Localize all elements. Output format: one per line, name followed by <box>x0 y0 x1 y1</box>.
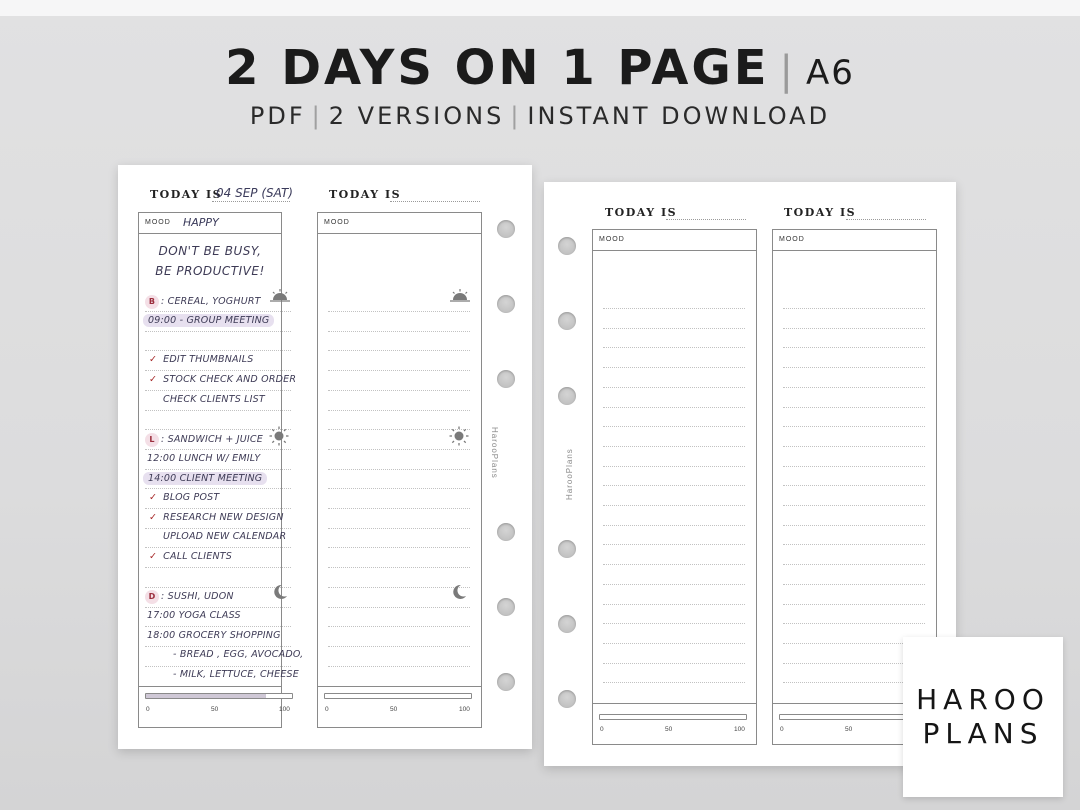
ruled-line <box>328 528 470 529</box>
ruled-line <box>783 604 925 605</box>
ruled-line <box>145 449 291 450</box>
ruled-line <box>783 544 925 545</box>
ruled-line <box>783 485 925 486</box>
sunrise-icon <box>269 289 291 303</box>
ruled-line <box>603 446 745 447</box>
ruled-line <box>145 469 291 470</box>
list-item <box>149 374 296 385</box>
ruled-line <box>328 410 470 411</box>
planner-sheet-blank <box>544 182 956 766</box>
column-footer-line <box>593 703 756 704</box>
ruled-line <box>783 407 925 408</box>
ruled-line <box>783 564 925 565</box>
list-item <box>143 315 274 326</box>
logo-line-2: PLANS <box>922 717 1044 750</box>
quote-line-2: BE PRODUCTIVE! <box>155 264 265 278</box>
binder-hole <box>497 220 515 238</box>
ruled-line <box>603 564 745 565</box>
progress-bar <box>599 714 747 720</box>
binder-hole <box>558 312 576 330</box>
list-item <box>145 295 261 309</box>
ruled-line <box>328 370 470 371</box>
ruled-line <box>328 311 470 312</box>
ruled-line <box>328 607 470 608</box>
column-footer-line <box>318 686 481 687</box>
ruled-line <box>783 308 925 309</box>
progress-bar <box>145 693 293 699</box>
mood-label: MOOD <box>324 219 350 226</box>
side-brand-text: HarooPlans <box>490 427 499 479</box>
meal-tag: B <box>145 295 159 309</box>
ruled-line <box>328 567 470 568</box>
ruled-line <box>603 485 745 486</box>
page-title: 2 DAYS ON 1 PAGE | A6 <box>225 40 855 96</box>
binder-hole <box>497 673 515 691</box>
sun-icon <box>269 426 289 446</box>
day-column-2 <box>317 212 482 728</box>
binder-hole <box>558 690 576 708</box>
list-item <box>147 630 281 641</box>
list-item <box>163 531 286 542</box>
quote <box>139 241 281 281</box>
page-subtitle: PDF | 2 VERSIONS | INSTANT DOWNLOAD <box>249 102 831 130</box>
ruled-line <box>328 350 470 351</box>
today-label-day2: TODAY IS <box>784 206 857 219</box>
binder-hole <box>558 387 576 405</box>
mood-row <box>773 230 936 251</box>
ruled-line <box>603 584 745 585</box>
binder-hole <box>558 615 576 633</box>
day-column-1 <box>138 212 304 728</box>
ruled-line <box>145 567 291 568</box>
ruled-line <box>783 525 925 526</box>
ruled-line <box>603 525 745 526</box>
ruled-line <box>145 587 291 588</box>
entry-text: BLOG POST <box>163 492 220 503</box>
mood-value: HAPPY <box>183 216 219 229</box>
ruled-line <box>328 626 470 627</box>
scale-100: 100 <box>279 706 290 713</box>
ruled-line <box>328 488 470 489</box>
list-item <box>149 551 232 562</box>
ruled-line <box>145 646 291 647</box>
ruled-line <box>328 390 470 391</box>
ruled-line <box>145 311 291 312</box>
list-item <box>173 649 303 660</box>
binder-hole <box>558 540 576 558</box>
entry-text: 09:00 - GROUP MEETING <box>143 314 274 327</box>
list-item <box>147 610 241 621</box>
ruled-line <box>145 508 291 509</box>
scale-50: 50 <box>845 726 853 733</box>
scale-50: 50 <box>211 706 219 713</box>
entry-text: - BREAD , EGG, AVOCADO, <box>173 649 304 660</box>
entry-text: EDIT THUMBNAILS <box>163 354 254 365</box>
scale-100: 100 <box>734 726 745 733</box>
ruled-line <box>328 469 470 470</box>
ruled-line <box>145 547 291 548</box>
mood-label: MOOD <box>599 236 625 243</box>
entry-text: RESEARCH NEW DESIGN <box>163 512 284 523</box>
list-item <box>147 453 260 464</box>
binder-hole <box>497 370 515 388</box>
brand-logo <box>903 637 1063 797</box>
ruled-line <box>145 390 291 391</box>
scale-50: 50 <box>390 706 398 713</box>
list-item <box>145 590 234 604</box>
check-icon: ✓ <box>149 492 158 503</box>
list-item <box>149 492 219 503</box>
entry-text: UPLOAD NEW CALENDAR <box>163 531 287 542</box>
list-item <box>143 473 267 484</box>
ruled-line <box>328 587 470 588</box>
entry-text: : CEREAL, YOGHURT <box>161 296 261 307</box>
ruled-line <box>328 547 470 548</box>
today-line-day2 <box>846 219 926 220</box>
sun-icon <box>449 426 469 446</box>
binder-hole <box>497 523 515 541</box>
today-label-day2: TODAY IS <box>329 188 402 201</box>
entry-text: CALL CLIENTS <box>163 551 232 562</box>
scale-0: 0 <box>146 706 150 713</box>
ruled-line <box>783 584 925 585</box>
entry-text: 14:00 CLIENT MEETING <box>143 472 267 485</box>
column-footer-line <box>139 686 281 687</box>
ruled-line <box>603 682 745 683</box>
ruled-line <box>783 328 925 329</box>
list-item <box>149 512 284 523</box>
ruled-line <box>145 350 291 351</box>
entry-text: CHECK CLIENTS LIST <box>163 394 265 405</box>
ruled-line <box>145 331 291 332</box>
scale-0: 0 <box>600 726 604 733</box>
date-value-day1: 04 SEP (SAT) <box>216 186 293 200</box>
ruled-line <box>603 623 745 624</box>
list-item <box>145 433 263 447</box>
today-line-day1 <box>212 201 290 202</box>
ruled-line <box>783 446 925 447</box>
ruled-line <box>783 623 925 624</box>
list-item <box>149 354 253 365</box>
sunrise-icon <box>449 289 471 303</box>
ruled-line <box>328 331 470 332</box>
day-column-1 <box>592 229 757 745</box>
ruled-line <box>603 308 745 309</box>
today-label-day1: TODAY IS <box>605 206 678 219</box>
progress-bar <box>324 693 472 699</box>
mood-label: MOOD <box>145 219 171 226</box>
ruled-line <box>603 426 745 427</box>
today-label-day1: TODAY IS <box>150 188 223 201</box>
ruled-line <box>783 505 925 506</box>
progress-fill <box>146 694 266 698</box>
ruled-line <box>603 328 745 329</box>
ruled-line <box>328 666 470 667</box>
ruled-line <box>783 387 925 388</box>
mood-row <box>318 213 481 234</box>
ruled-line <box>145 626 291 627</box>
entry-text: - MILK, LETTUCE, CHEESE <box>173 669 299 680</box>
ruled-line <box>328 508 470 509</box>
logo-line-1: HAROO <box>916 683 1050 716</box>
ruled-line <box>603 505 745 506</box>
entry-text: 17:00 YOGA CLASS <box>147 610 241 621</box>
entry-text: 18:00 GROCERY SHOPPING <box>147 630 281 641</box>
ruled-line <box>603 604 745 605</box>
scale-0: 0 <box>780 726 784 733</box>
entry-text: 12:00 LUNCH W/ EMILY <box>147 453 261 464</box>
meal-tag: L <box>145 433 159 447</box>
ruled-line <box>145 528 291 529</box>
ruled-line <box>783 466 925 467</box>
ruled-line <box>603 407 745 408</box>
moon-icon <box>272 584 288 600</box>
scale-100: 100 <box>459 706 470 713</box>
ruled-line <box>603 466 745 467</box>
ruled-line <box>328 449 470 450</box>
top-strip <box>0 0 1080 16</box>
mood-label: MOOD <box>779 236 805 243</box>
today-line-day2 <box>390 201 480 202</box>
meal-tag: D <box>145 590 159 604</box>
entry-text: STOCK CHECK AND ORDER <box>163 374 297 385</box>
ruled-line <box>603 387 745 388</box>
scale-50: 50 <box>665 726 673 733</box>
ruled-line <box>328 646 470 647</box>
binder-hole <box>558 237 576 255</box>
ruled-line <box>783 426 925 427</box>
ruled-line <box>145 410 291 411</box>
side-brand-text: HarooPlans <box>565 448 574 500</box>
ruled-line <box>783 347 925 348</box>
ruled-line <box>145 607 291 608</box>
ruled-line <box>603 643 745 644</box>
check-icon: ✓ <box>149 512 158 523</box>
check-icon: ✓ <box>149 354 158 365</box>
today-line-day1 <box>666 219 746 220</box>
binder-hole <box>497 598 515 616</box>
check-icon: ✓ <box>149 374 158 385</box>
entry-text: : SANDWICH + JUICE <box>161 434 263 445</box>
moon-icon <box>451 584 467 600</box>
ruled-line <box>603 367 745 368</box>
list-item <box>173 669 299 680</box>
quote-line-1: DON'T BE BUSY, <box>158 244 262 258</box>
ruled-line <box>145 666 291 667</box>
entry-text: : SUSHI, UDON <box>161 591 234 602</box>
ruled-line <box>145 370 291 371</box>
planner-sheet-filled <box>118 165 532 749</box>
binder-hole <box>497 295 515 313</box>
check-icon: ✓ <box>149 551 158 562</box>
ruled-line <box>145 488 291 489</box>
ruled-line <box>603 663 745 664</box>
ruled-line <box>783 367 925 368</box>
mood-row <box>139 213 281 234</box>
ruled-line <box>603 544 745 545</box>
scale-0: 0 <box>325 706 329 713</box>
ruled-line <box>603 347 745 348</box>
mood-row <box>593 230 756 251</box>
list-item <box>163 394 265 405</box>
